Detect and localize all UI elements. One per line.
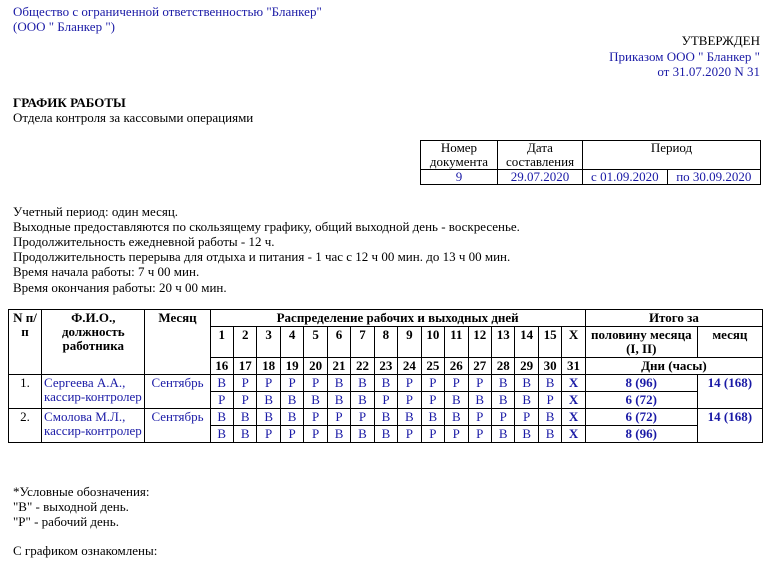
distribution-header: Распределение рабочих и выходных дней	[210, 310, 585, 327]
org-name: Общество с ограниченной ответственностью "Бланкер"	[13, 4, 322, 19]
day-header: 17	[233, 358, 256, 375]
employee-month: Сентябрь	[145, 409, 210, 443]
day-cell: В	[257, 409, 280, 426]
half-total: 6 (72)	[585, 409, 697, 426]
day-cell: В	[351, 426, 374, 443]
legend-workday: "Р" - рабочий день.	[13, 514, 119, 529]
day-cell: Р	[327, 409, 350, 426]
info-line-6: Время окончания работы: 20 ч 00 мин.	[13, 280, 227, 295]
day-cell: В	[327, 392, 350, 409]
doc-date-header: Дата составления	[498, 141, 583, 170]
month-total: 14 (168)	[697, 409, 762, 443]
schedule-table	[8, 309, 763, 443]
day-cell: Р	[538, 392, 561, 409]
day-header: 3	[257, 327, 280, 358]
day-header: 27	[468, 358, 491, 375]
day-cell: Р	[304, 409, 327, 426]
day-cell: Р	[210, 392, 233, 409]
day-header: 10	[421, 327, 444, 358]
day-cell: Х	[562, 409, 585, 426]
day-cell: В	[538, 375, 561, 392]
day-header: X	[562, 327, 585, 358]
page-title: ГРАФИК РАБОТЫ	[13, 95, 126, 110]
doc-info-table	[420, 140, 761, 185]
day-cell: Р	[445, 426, 468, 443]
day-cell: В	[280, 392, 303, 409]
day-cell: В	[304, 392, 327, 409]
day-cell: В	[398, 409, 421, 426]
day-cell: Р	[351, 409, 374, 426]
day-header: 21	[327, 358, 350, 375]
info-line-5: Время начала работы: 7 ч 00 мин.	[13, 264, 200, 279]
half-month-header: половину месяца (I, II)	[585, 327, 697, 358]
day-cell: Х	[562, 375, 585, 392]
day-header: 13	[491, 327, 514, 358]
day-cell: Р	[304, 375, 327, 392]
day-cell: Р	[257, 375, 280, 392]
doc-period-from: с 01.09.2020	[583, 170, 668, 185]
day-cell: Р	[421, 392, 444, 409]
info-line-1: Учетный период: один месяц.	[13, 204, 179, 219]
legend-weekend: "В" - выходной день.	[13, 499, 129, 514]
org-short-name: (ООО " Бланкер ")	[13, 19, 115, 34]
day-header: 18	[257, 358, 280, 375]
day-cell: В	[515, 426, 538, 443]
day-header: 4	[280, 327, 303, 358]
approval-title: УТВЕРЖДЕН	[681, 33, 760, 48]
day-header: 12	[468, 327, 491, 358]
day-cell: Р	[491, 409, 514, 426]
day-header: 26	[445, 358, 468, 375]
day-cell: Р	[257, 426, 280, 443]
day-header: 16	[210, 358, 233, 375]
day-header: 25	[421, 358, 444, 375]
doc-number-header: Номер документа	[421, 141, 498, 170]
day-header: 31	[562, 358, 585, 375]
info-line-4: Продолжительность перерыва для отдыха и питания - 1 час с 12 ч 00 мин. до 13 ч 00 мин.	[13, 249, 511, 264]
day-cell: Р	[445, 375, 468, 392]
day-cell: В	[421, 409, 444, 426]
day-cell: Р	[398, 426, 421, 443]
day-cell: Р	[233, 375, 256, 392]
day-cell: В	[233, 409, 256, 426]
day-cell: В	[515, 375, 538, 392]
day-cell: В	[374, 409, 397, 426]
half-total: 8 (96)	[585, 426, 697, 443]
doc-date: 29.07.2020	[498, 170, 583, 185]
approval-order: Приказом ООО " Бланкер "	[609, 49, 760, 64]
day-cell: Р	[468, 409, 491, 426]
day-header: 14	[515, 327, 538, 358]
day-cell: Р	[468, 426, 491, 443]
acknowledgement: С графиком ознакомлены:	[13, 543, 158, 558]
employee-month: Сентябрь	[145, 375, 210, 409]
total-header: Итого за	[585, 310, 762, 327]
day-cell: Р	[280, 375, 303, 392]
day-header: 9	[398, 327, 421, 358]
month-total: 14 (168)	[697, 375, 762, 409]
day-cell: В	[233, 426, 256, 443]
day-header: 6	[327, 327, 350, 358]
department: Отдела контроля за кассовыми операциями	[13, 110, 254, 125]
doc-period-header: Период	[583, 141, 761, 170]
day-cell: В	[327, 426, 350, 443]
num-header: N п/п	[9, 310, 42, 375]
day-header: 28	[491, 358, 514, 375]
day-cell: В	[210, 426, 233, 443]
doc-number: 9	[421, 170, 498, 185]
day-cell: В	[280, 409, 303, 426]
doc-period-to: по 30.09.2020	[667, 170, 760, 185]
day-header: 30	[538, 358, 561, 375]
day-cell: Р	[398, 375, 421, 392]
info-line-2: Выходные предоставляются по скользящему графику, общий выходной день - воскресенье.	[13, 219, 520, 234]
day-cell: В	[210, 375, 233, 392]
day-cell: В	[257, 392, 280, 409]
day-header: 15	[538, 327, 561, 358]
day-cell: Х	[562, 392, 585, 409]
day-cell: Р	[304, 426, 327, 443]
employee-name: Смолова М.Л., кассир-контролер	[42, 409, 145, 443]
day-cell: Р	[468, 375, 491, 392]
day-cell: В	[445, 409, 468, 426]
day-cell: В	[327, 375, 350, 392]
day-header: 24	[398, 358, 421, 375]
day-cell: В	[351, 392, 374, 409]
day-cell: В	[210, 409, 233, 426]
day-header: 29	[515, 358, 538, 375]
day-cell: В	[491, 392, 514, 409]
day-cell: Р	[421, 426, 444, 443]
month-header: Месяц	[145, 310, 210, 375]
day-cell: В	[374, 426, 397, 443]
day-cell: Р	[374, 392, 397, 409]
day-cell: Р	[398, 392, 421, 409]
employee-number: 1.	[9, 375, 42, 409]
day-header: 2	[233, 327, 256, 358]
day-cell: В	[491, 375, 514, 392]
day-header: 11	[445, 327, 468, 358]
month-total-header: месяц	[697, 327, 762, 358]
day-header: 1	[210, 327, 233, 358]
legend-title: *Условные обозначения:	[13, 484, 150, 499]
day-header: 5	[304, 327, 327, 358]
day-header: 8	[374, 327, 397, 358]
day-header: 7	[351, 327, 374, 358]
day-cell: Р	[515, 409, 538, 426]
day-cell: В	[374, 375, 397, 392]
day-cell: Р	[421, 375, 444, 392]
name-header: Ф.И.О., должность работника	[42, 310, 145, 375]
day-cell: В	[445, 392, 468, 409]
half-total: 6 (72)	[585, 392, 697, 409]
day-cell: В	[515, 392, 538, 409]
day-cell: В	[351, 375, 374, 392]
info-line-3: Продолжительность ежедневной работы - 12 ч.	[13, 234, 275, 249]
days-hours-header: Дни (часы)	[585, 358, 762, 375]
employee-number: 2.	[9, 409, 42, 443]
approval-date: от 31.07.2020 N 31	[657, 64, 760, 79]
day-cell: В	[491, 426, 514, 443]
day-cell: Р	[280, 426, 303, 443]
day-header: 19	[280, 358, 303, 375]
employee-name: Сергеева А.А., кассир-контролер	[42, 375, 145, 409]
day-header: 23	[374, 358, 397, 375]
day-cell: Р	[233, 392, 256, 409]
day-header: 22	[351, 358, 374, 375]
day-cell: В	[538, 426, 561, 443]
day-cell: В	[538, 409, 561, 426]
day-cell: Х	[562, 426, 585, 443]
day-header: 20	[304, 358, 327, 375]
half-total: 8 (96)	[585, 375, 697, 392]
day-cell: В	[468, 392, 491, 409]
